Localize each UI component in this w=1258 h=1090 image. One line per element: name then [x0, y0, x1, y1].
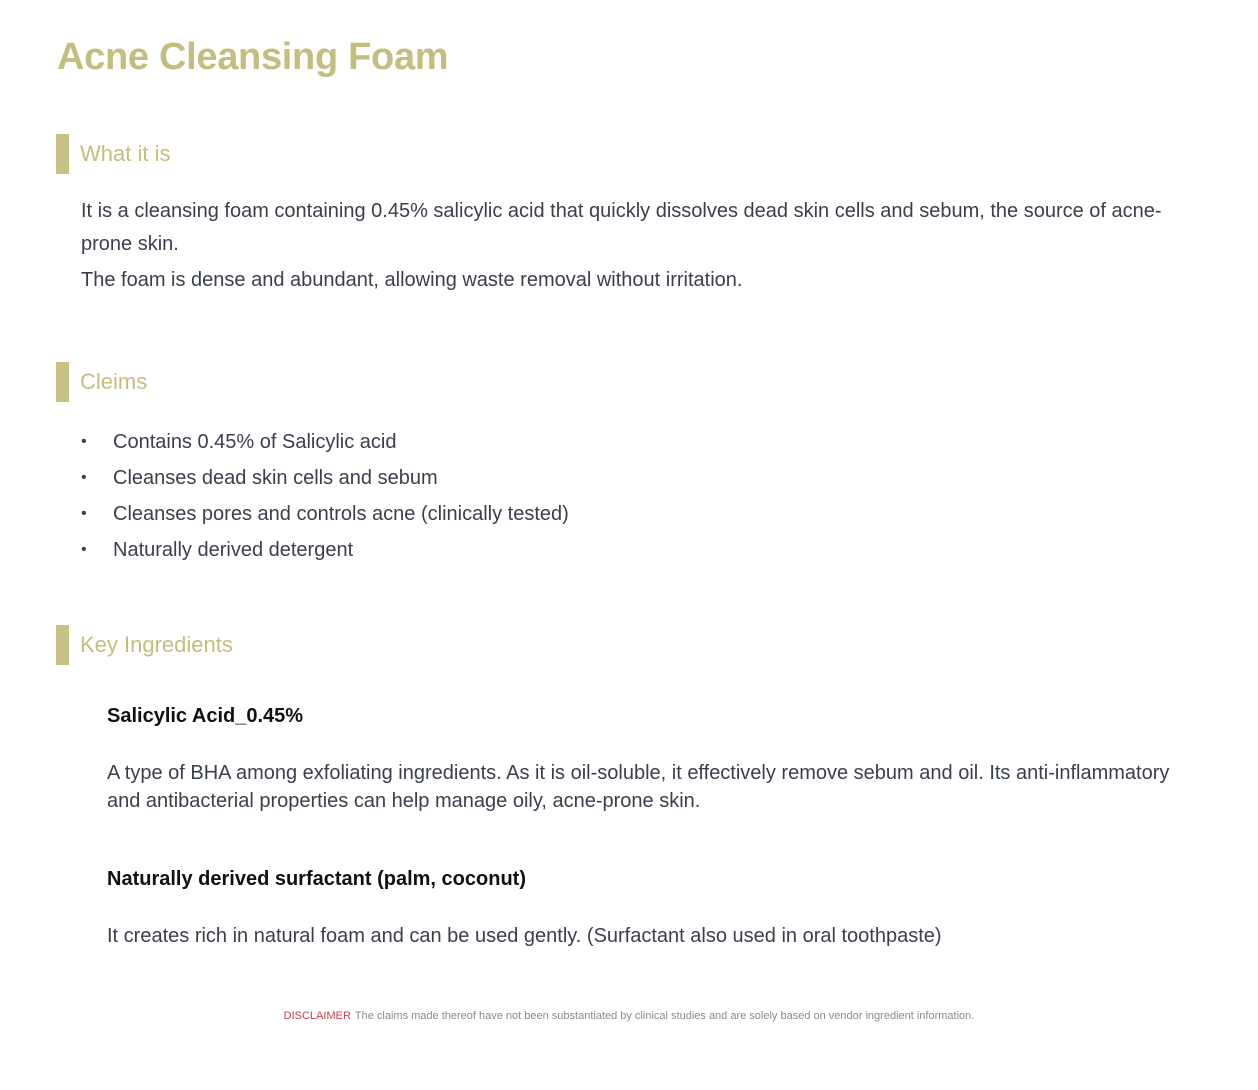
section-key-ingredients	[56, 625, 233, 665]
disclaimer-label: DISCLAIMER	[283, 1010, 351, 1022]
section-what-it-is	[56, 134, 170, 174]
ingredient-name-salicylic-acid: Salicylic Acid_0.45%	[107, 705, 304, 727]
claim-text: Cleanses dead skin cells and sebum	[113, 467, 438, 489]
section-accent-bar	[56, 134, 69, 174]
list-item	[81, 532, 569, 568]
claims-list	[81, 424, 569, 568]
section-title-key-ingredients: Key Ingredients	[80, 632, 233, 657]
section-title-claims: Cleims	[80, 369, 148, 394]
section-accent-bar	[56, 362, 69, 402]
ingredient-name-surfactant: Naturally derived surfactant (palm, coconut)	[107, 868, 526, 890]
bullet-icon: •	[81, 433, 87, 450]
ingredient-description-salicylic-acid: A type of BHA among exfoliating ingredients. As it is oil-soluble, it effectively remove sebum and oil. Its anti-inflammatory and antibacterial properties can help manage oily, acne-prone skin.	[107, 762, 1170, 812]
page-title: Acne Cleansing Foam	[57, 36, 449, 78]
list-item	[81, 424, 569, 460]
claim-text: Contains 0.45% of Salicylic acid	[113, 431, 397, 453]
claim-text: Naturally derived detergent	[113, 539, 354, 561]
what-it-is-paragraph-1: It is a cleansing foam containing 0.45% salicylic acid that quickly dissolves dead skin cells and sebum, the source of acne-prone skin.	[81, 200, 1162, 255]
bullet-icon: •	[81, 505, 87, 522]
section-title-what-it-is: What it is	[80, 141, 171, 166]
bullet-icon: •	[81, 541, 87, 558]
list-item	[81, 496, 569, 532]
list-item	[81, 460, 569, 496]
ingredient-description-surfactant: It creates rich in natural foam and can be used gently. (Surfactant also used in oral toothpaste)	[107, 925, 942, 947]
claim-text: Cleanses pores and controls acne (clinically tested)	[113, 503, 569, 525]
what-it-is-paragraph-2: The foam is dense and abundant, allowing waste removal without irritation.	[81, 269, 743, 291]
section-claims	[56, 362, 147, 402]
disclaimer	[0, 1010, 1258, 1022]
disclaimer-text: The claims made thereof have not been substantiated by clinical studies and are solely based on vendor ingredient information.	[354, 1010, 975, 1022]
section-accent-bar	[56, 625, 69, 665]
bullet-icon: •	[81, 469, 87, 486]
